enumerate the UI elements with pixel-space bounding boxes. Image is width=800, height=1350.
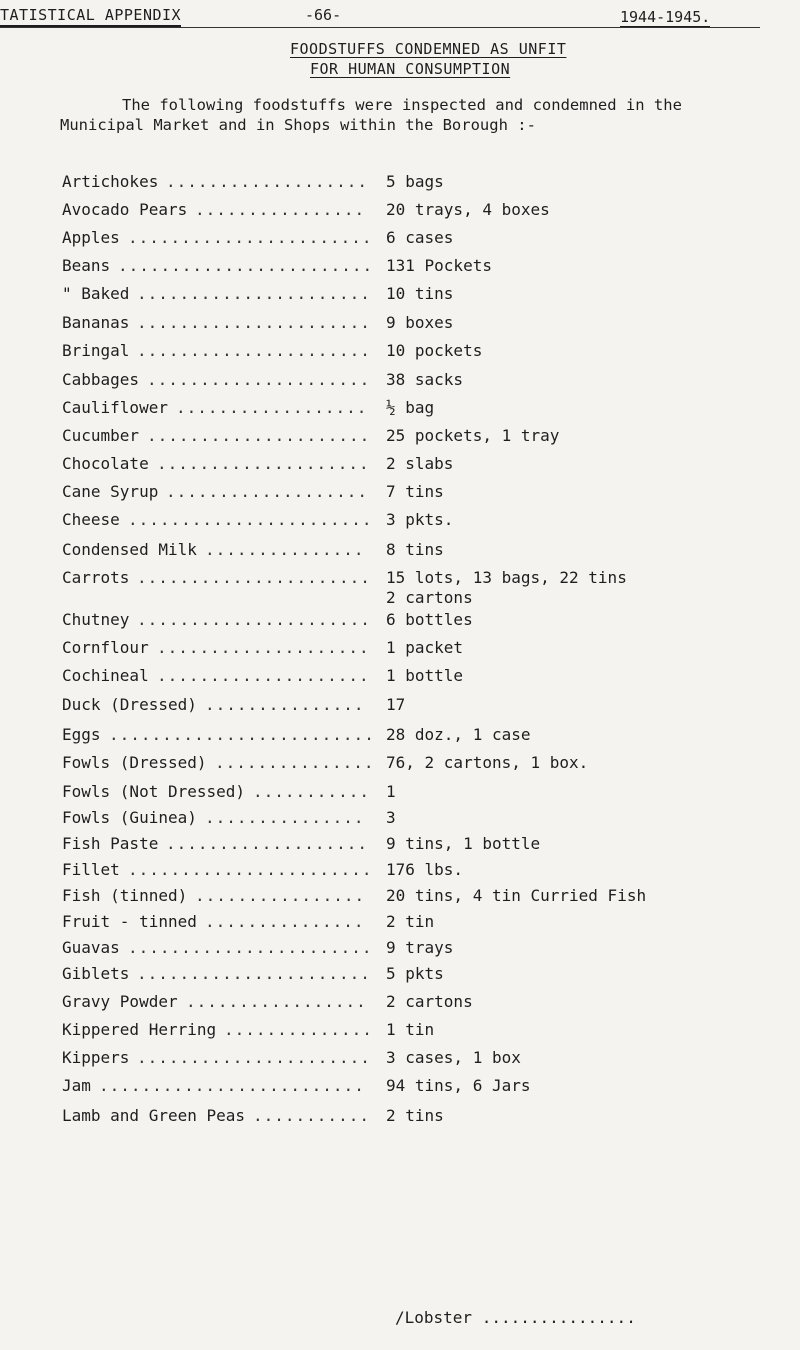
leader-dots: ................ — [195, 886, 366, 905]
item-name: Kippered Herring — [62, 1020, 217, 1039]
list-item — [62, 753, 792, 773]
item-name: Fowls (Dressed) — [62, 753, 207, 772]
leader-dots: ........... — [253, 1106, 370, 1125]
list-item — [62, 912, 792, 932]
item-quantity: 9 trays — [386, 938, 454, 957]
leader-dots: .................... — [157, 666, 370, 685]
leader-dots: ............... — [215, 753, 375, 772]
leader-dots: ...................... — [137, 284, 371, 303]
continuation-note: /Lobster ................ — [395, 1308, 636, 1327]
list-item — [62, 886, 792, 906]
item-quantity: 1 packet — [386, 638, 464, 657]
list-item — [62, 172, 792, 192]
list-item — [62, 610, 792, 630]
item-name: Giblets — [62, 964, 130, 983]
item-quantity: 2 tin — [386, 912, 435, 931]
item-quantity: 6 cases — [386, 228, 454, 247]
item-name: Avocado Pears — [62, 200, 188, 219]
report-years: 1944-1945. — [620, 8, 711, 26]
leader-dots: .............. — [224, 1020, 373, 1039]
list-item — [62, 341, 792, 361]
item-quantity: 5 pkts — [386, 964, 444, 983]
item-quantity: 20 trays, 4 boxes — [386, 200, 550, 219]
intro-paragraph — [60, 95, 790, 135]
list-item — [62, 510, 792, 530]
page-number: -66- — [305, 6, 342, 24]
item-quantity: 7 tins — [386, 482, 444, 501]
list-item — [62, 834, 792, 854]
list-item — [62, 1106, 792, 1126]
item-name: Kippers — [62, 1048, 130, 1067]
item-quantity: ½ bag — [386, 398, 435, 417]
item-name: Chutney — [62, 610, 130, 629]
item-name: Fish Paste — [62, 834, 159, 853]
title-line-1: FOODSTUFFS CONDEMNED AS UNFIT — [290, 40, 567, 58]
leader-dots: ............... — [205, 695, 365, 714]
list-item — [62, 992, 792, 1012]
list-item — [62, 666, 792, 686]
list-item — [62, 695, 792, 715]
leader-dots: ........... — [253, 782, 370, 801]
item-name: Eggs — [62, 725, 101, 744]
list-item — [62, 938, 792, 958]
item-name: Fillet — [62, 860, 120, 879]
item-name: Carrots — [62, 568, 130, 587]
leader-dots: ..................... — [147, 370, 371, 389]
leader-dots: ....................... — [128, 860, 373, 879]
leader-dots: ................. — [186, 992, 367, 1011]
list-item — [62, 313, 792, 333]
leader-dots: ............... — [205, 912, 365, 931]
leader-dots: .................... — [157, 638, 370, 657]
item-quantity: 17 — [386, 695, 406, 714]
intro-line-2: Municipal Market and in Shops within the Borough :- — [60, 116, 536, 134]
item-name: Apples — [62, 228, 120, 247]
item-quantity: 94 tins, 6 Jars — [386, 1076, 531, 1095]
item-quantity: 1 — [386, 782, 396, 801]
item-name: Cheese — [62, 510, 120, 529]
leader-dots: ................... — [166, 172, 369, 191]
item-quantity: 9 tins, 1 bottle — [386, 834, 541, 853]
item-name: Lamb and Green Peas — [62, 1106, 246, 1125]
item-quantity: 3 — [386, 808, 396, 827]
leader-dots: ....................... — [128, 938, 373, 957]
leader-dots: ................... — [166, 482, 369, 501]
leader-dots: ...................... — [137, 610, 371, 629]
item-quantity: 5 bags — [386, 172, 444, 191]
item-quantity: 3 cases, 1 box — [386, 1048, 521, 1067]
list-item — [62, 568, 792, 607]
list-item — [62, 200, 792, 220]
leader-dots: ....................... — [128, 510, 373, 529]
item-name: Jam — [62, 1076, 91, 1095]
item-name: Bringal — [62, 341, 130, 360]
item-name: Fowls (Guinea) — [62, 808, 197, 827]
leader-dots: ...................... — [137, 1048, 371, 1067]
leader-dots: .................... — [157, 454, 370, 473]
leader-dots: ...................... — [137, 341, 371, 360]
item-quantity: 15 lots, 13 bags, 22 tins 2 cartons — [386, 568, 627, 607]
item-name: Cauliflower — [62, 398, 168, 417]
item-quantity: 3 pkts. — [386, 510, 454, 529]
leader-dots: ......................... — [109, 725, 375, 744]
item-name: Bananas — [62, 313, 130, 332]
item-quantity: 2 slabs — [386, 454, 454, 473]
item-name: Fruit - tinned — [62, 912, 197, 931]
item-quantity: 2 cartons — [386, 992, 473, 1011]
item-quantity: 76, 2 cartons, 1 box. — [386, 753, 589, 772]
header-rule — [0, 27, 760, 28]
item-name: Duck (Dressed) — [62, 695, 197, 714]
list-item — [62, 228, 792, 248]
list-item — [62, 482, 792, 502]
list-item — [62, 398, 792, 418]
list-item — [62, 860, 792, 880]
item-quantity: 2 tins — [386, 1106, 444, 1125]
section-heading: TATISTICAL APPENDIX — [0, 6, 181, 27]
leader-dots: ............... — [205, 540, 365, 559]
leader-dots: ................... — [166, 834, 369, 853]
item-quantity: 131 Pockets — [386, 256, 492, 275]
item-quantity: 6 bottles — [386, 610, 473, 629]
leader-dots: ...................... — [137, 313, 371, 332]
leader-dots: ...................... — [137, 568, 371, 587]
item-name: Cucumber — [62, 426, 140, 445]
list-item — [62, 540, 792, 560]
item-quantity: 1 bottle — [386, 666, 464, 685]
item-name: Cane Syrup — [62, 482, 159, 501]
list-item — [62, 638, 792, 658]
item-name: Cabbages — [62, 370, 140, 389]
list-item — [62, 964, 792, 984]
leader-dots: .................. — [176, 398, 368, 417]
item-name: Condensed Milk — [62, 540, 197, 559]
list-item — [62, 1076, 792, 1096]
item-quantity: 9 boxes — [386, 313, 454, 332]
item-name: Fowls (Not Dressed) — [62, 782, 246, 801]
item-name: " Baked — [62, 284, 130, 303]
leader-dots: ..................... — [147, 426, 371, 445]
item-name: Guavas — [62, 938, 120, 957]
list-item — [62, 782, 792, 802]
item-name: Beans — [62, 256, 111, 275]
leader-dots: ......................... — [99, 1076, 365, 1095]
item-quantity: 8 tins — [386, 540, 444, 559]
item-name: Artichokes — [62, 172, 159, 191]
list-item — [62, 725, 792, 745]
title-line-2: FOR HUMAN CONSUMPTION — [310, 60, 511, 78]
list-item — [62, 284, 792, 304]
list-item — [62, 426, 792, 446]
item-quantity: 20 tins, 4 tin Curried Fish — [386, 886, 647, 905]
item-quantity: 28 doz., 1 case — [386, 725, 531, 744]
item-quantity: 10 pockets — [386, 341, 483, 360]
list-item — [62, 370, 792, 390]
leader-dots: ................ — [195, 200, 366, 219]
list-item — [62, 1020, 792, 1040]
item-quantity: 1 tin — [386, 1020, 435, 1039]
item-name: Chocolate — [62, 454, 149, 473]
list-item — [62, 256, 792, 276]
item-name: Cochineal — [62, 666, 149, 685]
list-item — [62, 1048, 792, 1068]
item-name: Gravy Powder — [62, 992, 178, 1011]
intro-line-1: The following foodstuffs were inspected and condemned in the — [122, 96, 682, 114]
leader-dots: ........................ — [118, 256, 374, 275]
item-quantity: 10 tins — [386, 284, 454, 303]
item-name: Fish (tinned) — [62, 886, 188, 905]
leader-dots: ....................... — [128, 228, 373, 247]
list-item — [62, 808, 792, 828]
item-quantity: 176 lbs. — [386, 860, 464, 879]
leader-dots: ............... — [205, 808, 365, 827]
item-quantity: 25 pockets, 1 tray — [386, 426, 560, 445]
list-item — [62, 454, 792, 474]
leader-dots: ...................... — [137, 964, 371, 983]
item-name: Cornflour — [62, 638, 149, 657]
item-quantity: 38 sacks — [386, 370, 464, 389]
